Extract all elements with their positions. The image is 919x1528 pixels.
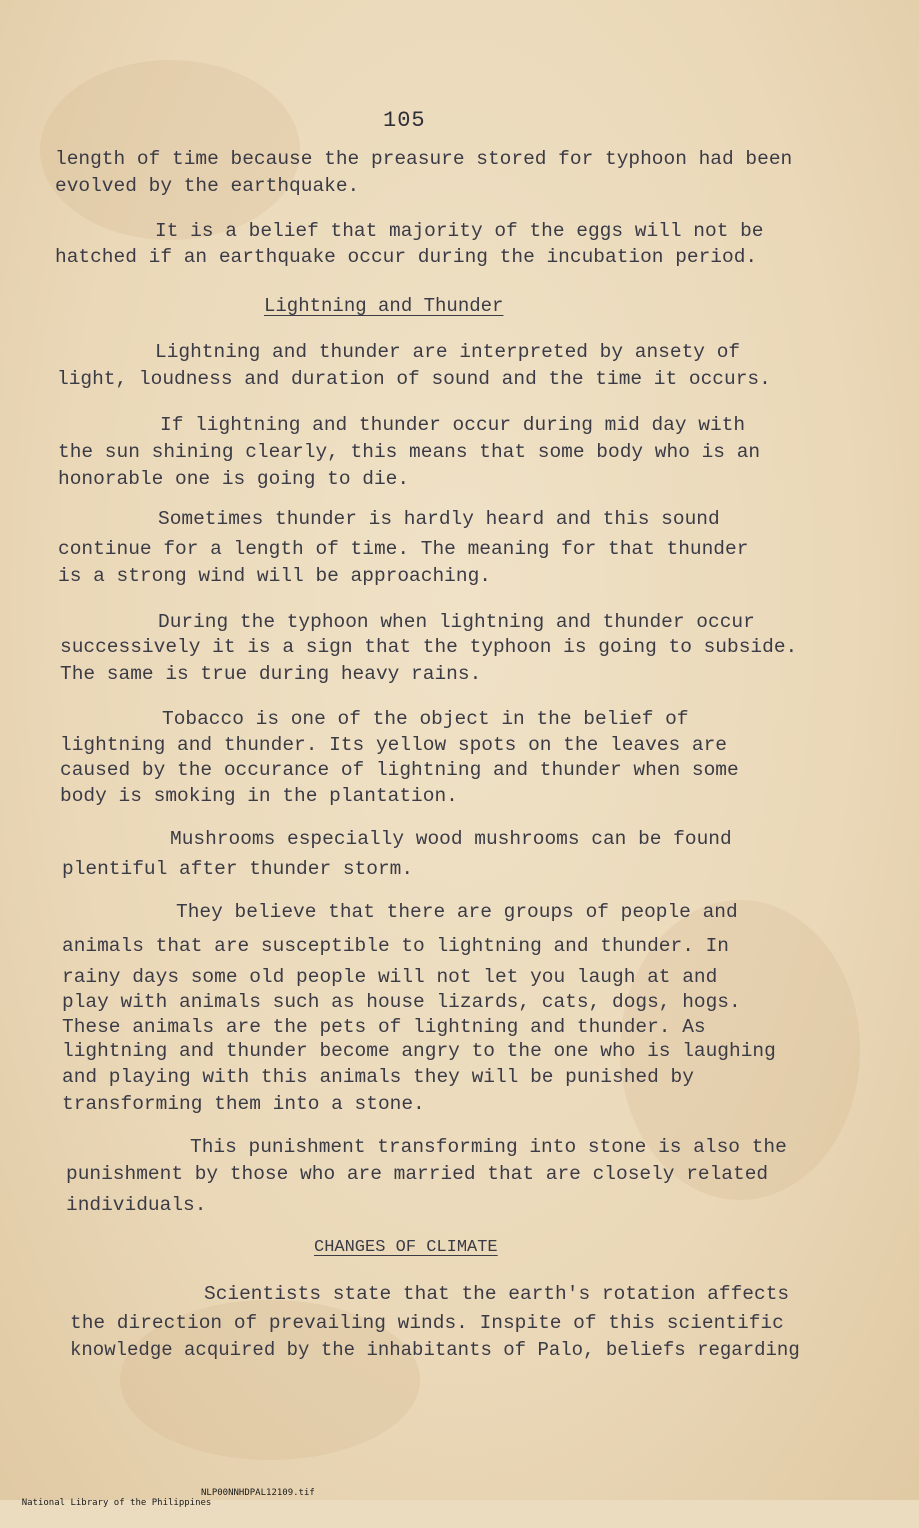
footer-library: National Library of the Philippines <box>21 1498 212 1508</box>
text-line: successively it is a sign that the typhoon is going to subside. <box>60 636 798 658</box>
text-line: lightning and thunder become angry to the one who is laughing <box>62 1040 776 1062</box>
footer-filename: NLP00NNHDPAL12109.tif <box>201 1488 315 1498</box>
text-line: continue for a length of time. The meaning for that thunder <box>58 538 749 560</box>
text-line: animals that are susceptible to lightning and thunder. In <box>62 935 730 957</box>
text-line: Lightning and thunder are interpreted by ansety of <box>155 341 741 363</box>
text-line: If lightning and thunder occur during mid day with <box>160 414 746 436</box>
text-line: individuals. <box>66 1194 207 1216</box>
text-line: plentiful after thunder storm. <box>62 858 414 880</box>
text-line: light, loudness and duration of sound and the time it occurs. <box>57 368 771 390</box>
text-line: and playing with this animals they will be punished by <box>62 1066 694 1088</box>
text-line: Sometimes thunder is hardly heard and this sound <box>158 508 720 530</box>
page-number: 105 <box>383 108 426 133</box>
text-line: The same is true during heavy rains. <box>60 663 482 685</box>
text-line: During the typhoon when lightning and thunder occur <box>158 611 755 633</box>
text-line: This punishment transforming into stone is also the <box>190 1136 787 1158</box>
text-line: body is smoking in the plantation. <box>60 785 458 807</box>
text-line: the direction of prevailing winds. Inspite of this scientific <box>70 1312 784 1334</box>
text-line: Tobacco is one of the object in the belief of <box>162 708 689 730</box>
text-line: length of time because the preasure stored for typhoon had been <box>55 148 793 170</box>
text-line: They believe that there are groups of people and <box>176 901 738 923</box>
text-line: Mushrooms especially wood mushrooms can be found <box>170 828 732 850</box>
section-heading: Lightning and Thunder <box>264 295 504 317</box>
text-line: honorable one is going to die. <box>58 468 410 490</box>
text-line: lightning and thunder. Its yellow spots on the leaves are <box>60 734 728 756</box>
text-line: hatched if an earthquake occur during the incubation period. <box>55 246 758 268</box>
section-heading: CHANGES OF CLIMATE <box>314 1238 498 1257</box>
text-line: transforming them into a stone. <box>62 1093 425 1115</box>
text-line: evolved by the earthquake. <box>55 175 360 197</box>
text-line: rainy days some old people will not let you laugh at and <box>62 966 718 988</box>
text-line: Scientists state that the earth's rotation affects <box>204 1283 790 1305</box>
text-line: It is a belief that majority of the eggs will not be <box>155 220 764 242</box>
text-line: the sun shining clearly, this means that some body who is an <box>58 441 761 463</box>
text-line: punishment by those who are married that are closely related <box>66 1163 769 1185</box>
text-line: These animals are the pets of lightning and thunder. As <box>62 1016 706 1038</box>
text-line: is a strong wind will be approaching. <box>58 565 491 587</box>
text-line: knowledge acquired by the inhabitants of Palo, beliefs regarding <box>70 1339 800 1361</box>
archive-footer <box>0 1488 315 1528</box>
text-line: play with animals such as house lizards, cats, dogs, hogs. <box>62 991 741 1013</box>
text-line: caused by the occurance of lightning and thunder when some <box>60 759 739 781</box>
